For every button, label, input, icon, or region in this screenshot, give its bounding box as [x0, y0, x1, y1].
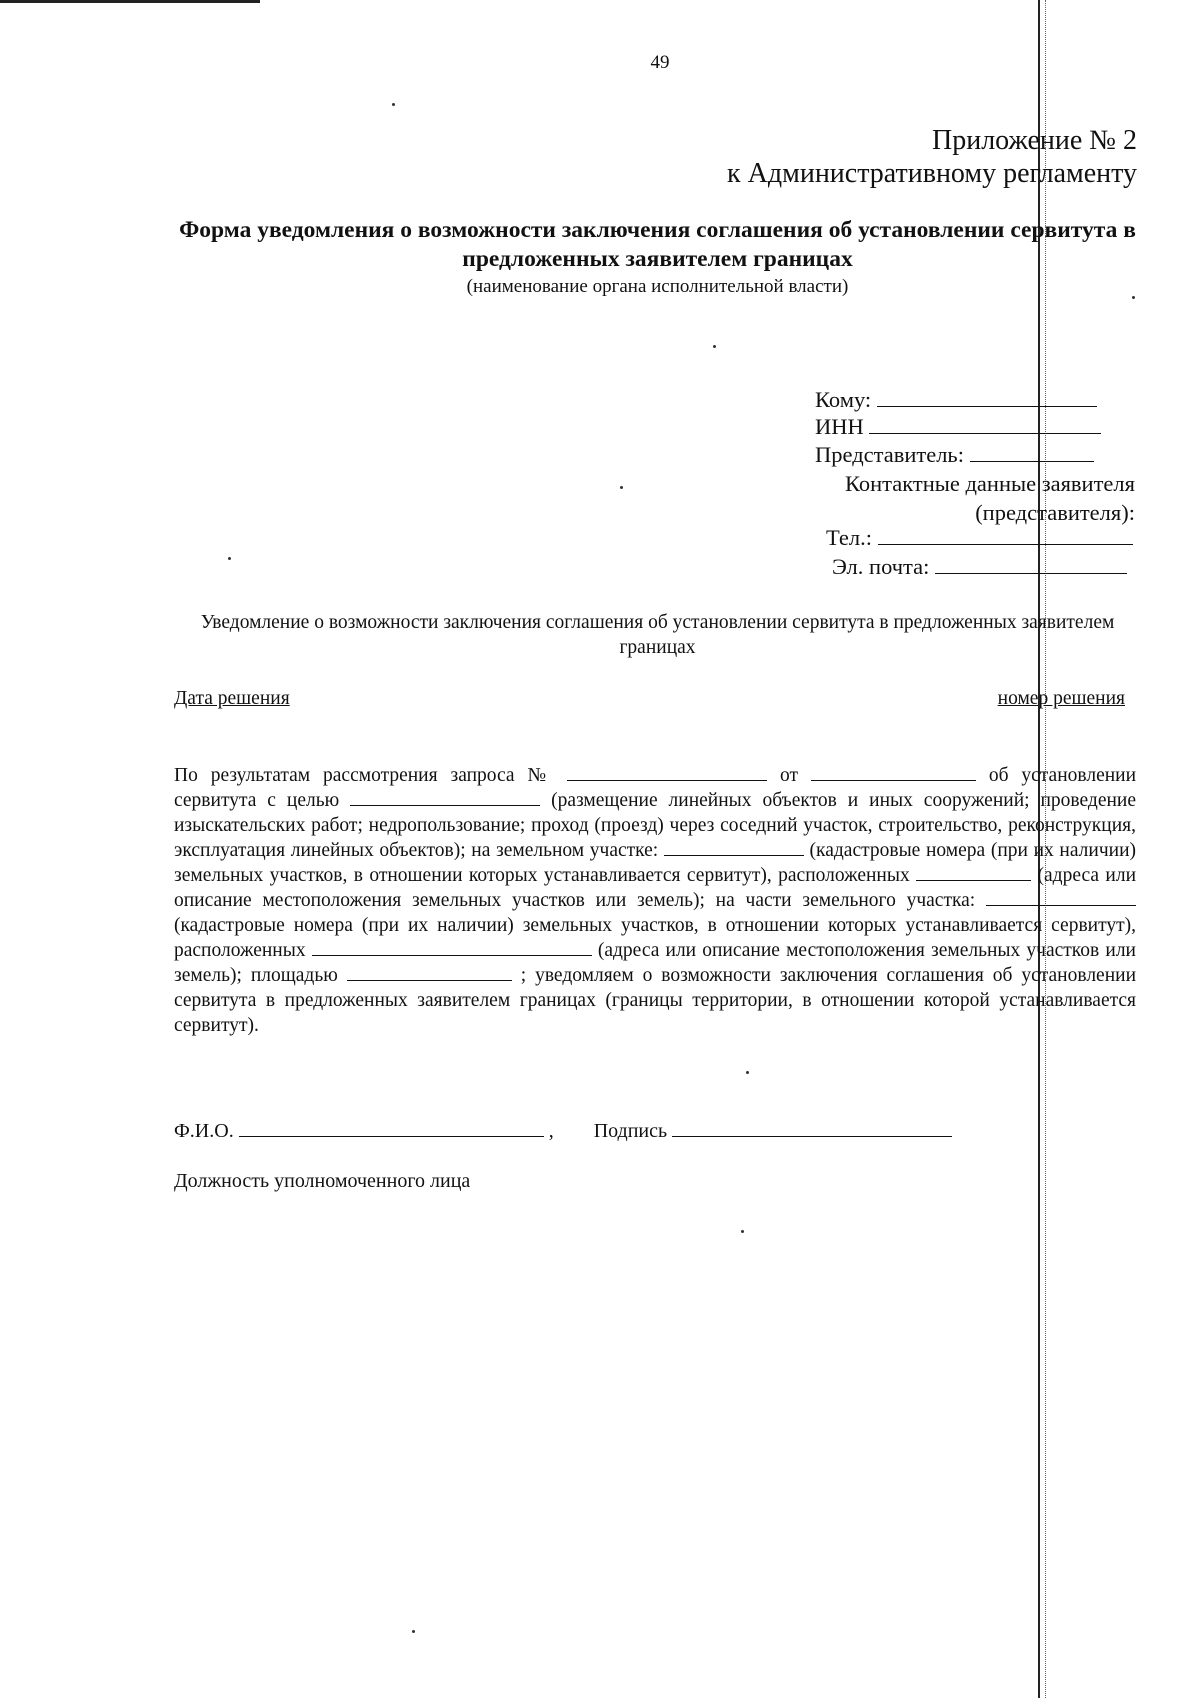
fio-label: Ф.И.О. — [174, 1120, 234, 1142]
notice-body — [174, 763, 1136, 1038]
body-text-1: По результатам рассмотрения запроса № — [174, 765, 555, 786]
representative-label: Представитель: — [815, 442, 964, 467]
body-text-7: (кадастровые номера (при их наличии) земельных участков, в отношении которых устанавливается сервитут), расположенных — [174, 915, 1136, 961]
scan-speck — [228, 557, 231, 560]
form-title: Форма уведомления о возможности заключения соглашения об установлении сервитута в предложенных заявителем границах — [179, 217, 1136, 272]
signature-row — [174, 1120, 952, 1143]
decision-date-label: Дата решения — [174, 688, 290, 709]
email-field[interactable] — [935, 553, 1127, 574]
appendix-number: Приложение № 2 — [932, 125, 1137, 156]
body-text-4: (размещение линейных объектов и иных сооружений; проведение изыскательских работ; недропользование; проход (проезд) через соседний участок, строительство, реконструкция, эксплуатация линейных объектов); на земельном участке: — [174, 790, 1137, 861]
notice-title: Уведомление о возможности заключения соглашения об установлении сервитута в предложенных заявителем границах — [200, 612, 1115, 658]
scan-speck — [746, 1071, 749, 1074]
recipient-representative-row — [815, 440, 1094, 469]
authorized-person-position: Должность уполномоченного лица — [174, 1170, 471, 1192]
recipient-phone-row — [826, 523, 1133, 552]
to-field[interactable] — [877, 386, 1097, 407]
request-date-field[interactable] — [811, 765, 976, 781]
email-label: Эл. почта: — [832, 554, 930, 579]
body-text-3: об установлении сервитута с целью — [174, 765, 1137, 811]
body-text-8: (адреса или описание местоположения земельных участков или земель); площадью — [174, 940, 1136, 986]
fio-field[interactable] — [239, 1120, 544, 1137]
purpose-field[interactable] — [350, 790, 540, 806]
scan-speck — [1132, 296, 1135, 299]
inn-label: ИНН — [815, 414, 864, 439]
page-number: 49 — [650, 52, 670, 73]
body-text-5: (кадастровые номера (при их наличии) земельных участков, в отношении которых устанавливается сервитут), расположенных — [174, 840, 1137, 886]
appendix-header — [727, 124, 1137, 190]
contacts-sub-label: (представителя): — [975, 500, 1135, 525]
fio-comma: , — [548, 1120, 554, 1142]
request-number-field[interactable] — [567, 765, 767, 781]
scan-speck — [713, 345, 716, 348]
part-address-field[interactable] — [312, 940, 592, 956]
area-field[interactable] — [347, 965, 512, 981]
scan-edge-line — [0, 0, 260, 3]
appendix-reference: к Административному регламенту — [727, 158, 1137, 189]
recipient-to-row — [815, 385, 1097, 414]
signature-label: Подпись — [593, 1120, 668, 1142]
phone-label: Тел.: — [826, 525, 872, 550]
scan-speck — [412, 1630, 415, 1633]
cadastral-numbers-field[interactable] — [664, 840, 804, 856]
scan-speck — [620, 486, 623, 489]
decision-number-label: номер решения — [997, 688, 1125, 709]
phone-field[interactable] — [878, 524, 1133, 545]
representative-field[interactable] — [970, 441, 1094, 462]
recipient-email-row — [832, 552, 1127, 581]
body-text-6: (адреса или описание местоположения земельных участков или земель); на части земельного участка: — [174, 865, 1137, 911]
to-label: Кому: — [815, 387, 872, 412]
contacts-label: Контактные данные заявителя — [844, 471, 1135, 496]
body-text-9: ; уведомляем о возможности заключения соглашения об установлении сервитута в предложенных заявителем границах (границы территории, в отношении которой устанавливается сервитут). — [174, 965, 1137, 1036]
recipient-contacts — [845, 469, 1135, 527]
body-text-2: от — [779, 765, 798, 786]
scan-speck — [392, 103, 395, 106]
authority-note: (наименование органа исполнительной власти) — [466, 276, 849, 297]
signature-field[interactable] — [672, 1120, 952, 1137]
part-cadastral-field[interactable] — [986, 890, 1136, 906]
recipient-inn-row — [815, 412, 1101, 441]
address-field[interactable] — [916, 865, 1031, 881]
inn-field[interactable] — [869, 413, 1101, 434]
scan-speck — [741, 1230, 744, 1233]
